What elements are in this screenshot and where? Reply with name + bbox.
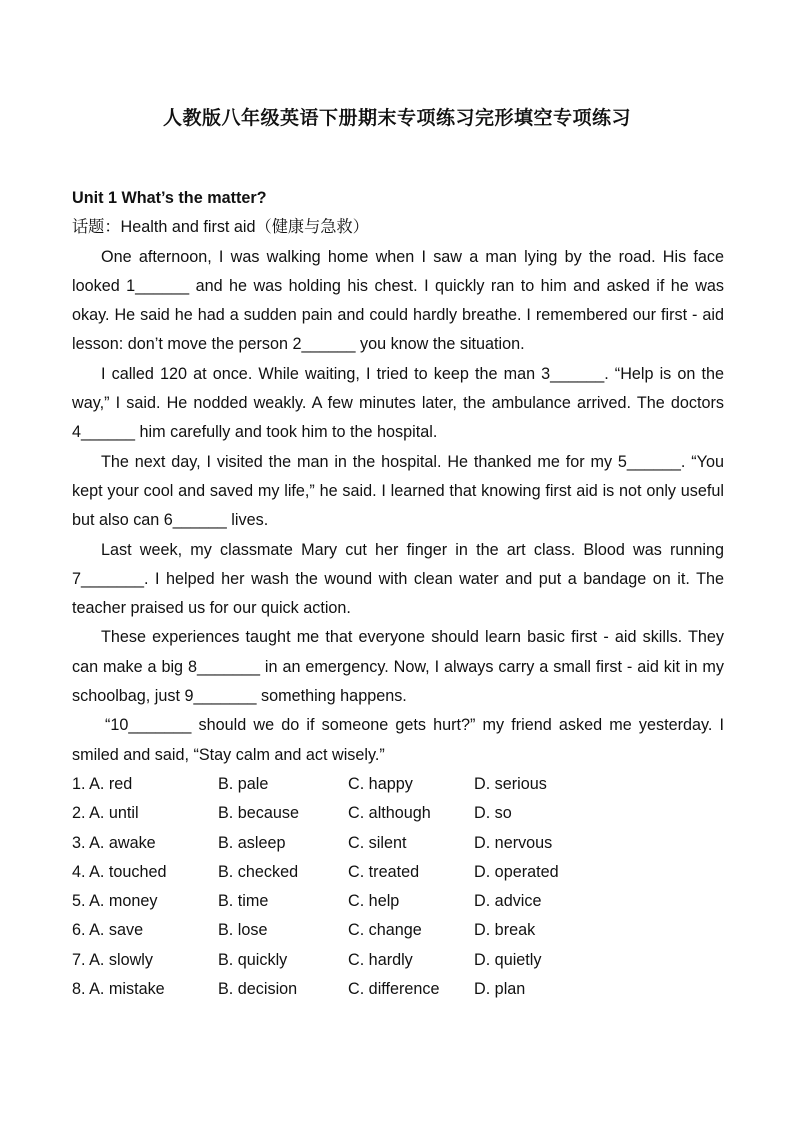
- option-c: C. happy: [348, 774, 413, 793]
- document-body: [72, 184, 724, 1004]
- option-a: 3. A. awake: [72, 833, 156, 852]
- passage-paragraph-5: These experiences taught me that everyone should learn basic first - aid skills. They can make a big 8_______ in an emergency. Now, I always carry a small first - aid kit in my schoolbag, just 9_______ something happens.: [72, 628, 724, 706]
- option-d: D. advice: [474, 892, 542, 911]
- option-c: C. although: [348, 804, 431, 823]
- question-options-7: [72, 946, 724, 975]
- option-b: B. quickly: [218, 950, 288, 969]
- question-options-5: [72, 887, 724, 916]
- option-a: 2. A. until: [72, 804, 139, 823]
- option-c: C. help: [348, 892, 400, 911]
- option-d: D. plan: [474, 980, 526, 999]
- passage-paragraph-1: One afternoon, I was walking home when I saw a man lying by the road. His face looked 1______ and he was holding his chest. I quickly ran to him and asked if he was okay. He said he had a sudden pain and could hardly breathe. I remembered our first - aid lesson: don’t move the person 2______ you know the situation.: [72, 247, 724, 354]
- passage-paragraph-3: The next day, I visited the man in the hospital. He thanked me for my 5______. “You kept your cool and saved my life,” he said. I learned that knowing first aid is not only useful but also can 6______ lives.: [72, 452, 724, 530]
- question-options-6: [72, 916, 724, 945]
- option-d: D. so: [474, 804, 512, 823]
- question-options-2: [72, 799, 724, 828]
- option-b: B. lose: [218, 921, 268, 940]
- option-a: 6. A. save: [72, 921, 144, 940]
- option-b: B. because: [218, 804, 299, 823]
- question-options-1: [72, 770, 724, 799]
- option-a: 8. A. mistake: [72, 980, 165, 999]
- question-options-8: [72, 975, 724, 1004]
- option-c: C. difference: [348, 980, 440, 999]
- question-options-3: [72, 829, 724, 858]
- option-d: D. break: [474, 921, 536, 940]
- option-a: 5. A. money: [72, 892, 158, 911]
- option-b: B. checked: [218, 862, 299, 881]
- option-d: D. nervous: [474, 833, 553, 852]
- passage-paragraph-4: Last week, my classmate Mary cut her finger in the art class. Blood was running 7_______. I helped her wash the wound with clean water and put a bandage on it. The teacher praised us for our quick action.: [72, 540, 724, 618]
- option-b: B. pale: [218, 774, 269, 793]
- passage-paragraph-6: “10_______ should we do if someone gets hurt?” my friend asked me yesterday. I smiled and said, “Stay calm and act wisely.”: [72, 716, 724, 764]
- option-c: C. silent: [348, 833, 407, 852]
- option-c: C. treated: [348, 862, 420, 881]
- option-d: D. operated: [474, 862, 559, 881]
- page-title: 人教版八年级英语下册期末专项练习完形填空专项练习: [162, 107, 631, 129]
- option-a: 4. A. touched: [72, 862, 167, 881]
- option-b: B. asleep: [218, 833, 286, 852]
- unit-heading: Unit 1 What’s the matter?: [72, 189, 267, 207]
- option-b: B. time: [218, 892, 269, 911]
- options-list: [72, 770, 724, 1004]
- option-a: 7. A. slowly: [72, 950, 153, 969]
- question-options-4: [72, 858, 724, 887]
- option-c: C. change: [348, 921, 422, 940]
- passage-paragraph-2: I called 120 at once. While waiting, I tried to keep the man 3______. “Help is on the way,” I said. He nodded weakly. A few minutes later, the ambulance arrived. The doctors 4______ him carefully and took him to the hospital.: [72, 364, 724, 442]
- option-c: C. hardly: [348, 950, 413, 969]
- option-a: 1. A. red: [72, 774, 133, 793]
- option-b: B. decision: [218, 980, 298, 999]
- option-d: D. quietly: [474, 950, 542, 969]
- option-d: D. serious: [474, 774, 547, 793]
- topic-line: 话题：Health and first aid（健康与急救）: [72, 218, 369, 237]
